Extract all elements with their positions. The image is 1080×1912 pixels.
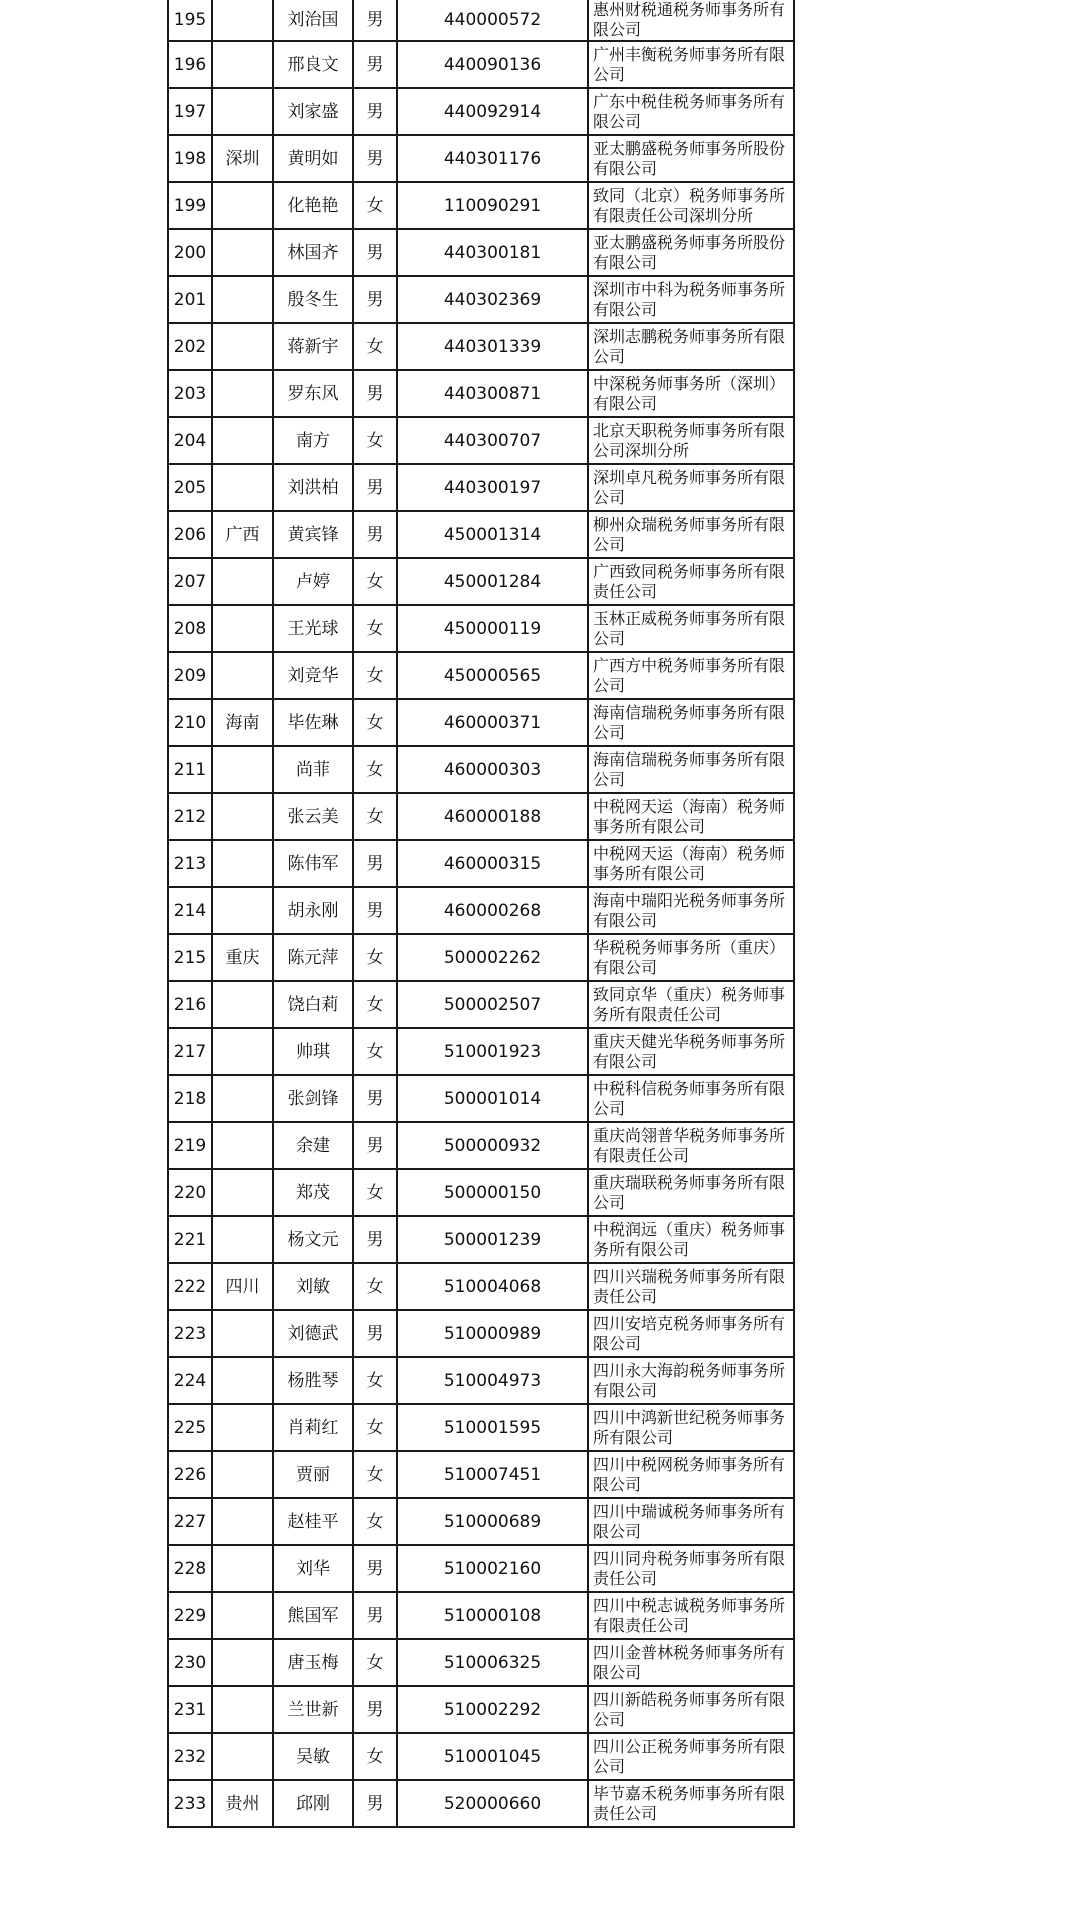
certificate-number-cell: 110090291 (397, 182, 588, 229)
table-row (168, 323, 794, 370)
table-row (168, 699, 794, 746)
table-row (168, 1122, 794, 1169)
table-row (168, 1357, 794, 1404)
firm-name-cell: 四川同舟税务师事务所有限责任公司 (588, 1545, 794, 1592)
table-row (168, 88, 794, 135)
gender-cell: 男 (353, 887, 397, 934)
firm-name-cell: 致同（北京）税务师事务所有限责任公司深圳分所 (588, 182, 794, 229)
certificate-number-cell: 460000188 (397, 793, 588, 840)
gender-cell: 女 (353, 1639, 397, 1686)
region-cell (212, 182, 273, 229)
gender-cell: 女 (353, 1451, 397, 1498)
certificate-number-cell: 440302369 (397, 276, 588, 323)
table-row (168, 1545, 794, 1592)
region-cell (212, 41, 273, 88)
table-row (168, 652, 794, 699)
gender-cell: 男 (353, 1592, 397, 1639)
firm-name-cell: 四川中税志诚税务师事务所有限责任公司 (588, 1592, 794, 1639)
firm-name-cell: 深圳卓凡税务师事务所有限公司 (588, 464, 794, 511)
certificate-number-cell: 440301339 (397, 323, 588, 370)
certificate-number-cell: 510001923 (397, 1028, 588, 1075)
person-name-cell: 卢婷 (273, 558, 353, 605)
table-row (168, 1404, 794, 1451)
table-row (168, 793, 794, 840)
row-number-cell: 214 (168, 887, 212, 934)
person-name-cell: 帅琪 (273, 1028, 353, 1075)
person-name-cell: 余建 (273, 1122, 353, 1169)
gender-cell: 男 (353, 1310, 397, 1357)
table-row (168, 370, 794, 417)
person-name-cell: 张云美 (273, 793, 353, 840)
gender-cell: 女 (353, 934, 397, 981)
firm-name-cell: 四川新皓税务师事务所有限公司 (588, 1686, 794, 1733)
certificate-number-cell: 440000572 (397, 0, 588, 41)
table-row (168, 41, 794, 88)
firm-name-cell: 海南信瑞税务师事务所有限公司 (588, 699, 794, 746)
row-number-cell: 220 (168, 1169, 212, 1216)
person-name-cell: 罗东风 (273, 370, 353, 417)
gender-cell: 男 (353, 41, 397, 88)
table-row (168, 464, 794, 511)
row-number-cell: 224 (168, 1357, 212, 1404)
table-row (168, 0, 794, 41)
row-number-cell: 201 (168, 276, 212, 323)
firm-name-cell: 毕节嘉禾税务师事务所有限责任公司 (588, 1780, 794, 1827)
row-number-cell: 205 (168, 464, 212, 511)
row-number-cell: 195 (168, 0, 212, 41)
firm-name-cell: 四川中瑞诚税务师事务所有限公司 (588, 1498, 794, 1545)
row-number-cell: 199 (168, 182, 212, 229)
gender-cell: 男 (353, 0, 397, 41)
firm-name-cell: 中税润远（重庆）税务师事务所有限公司 (588, 1216, 794, 1263)
person-name-cell: 刘华 (273, 1545, 353, 1592)
firm-name-cell: 中税科信税务师事务所有限公司 (588, 1075, 794, 1122)
table-row (168, 1498, 794, 1545)
row-number-cell: 210 (168, 699, 212, 746)
person-name-cell: 毕佐琳 (273, 699, 353, 746)
region-cell (212, 1122, 273, 1169)
table-row (168, 1075, 794, 1122)
certificate-number-cell: 510004973 (397, 1357, 588, 1404)
firm-name-cell: 玉林正威税务师事务所有限公司 (588, 605, 794, 652)
certificate-number-cell: 520000660 (397, 1780, 588, 1827)
region-cell (212, 1545, 273, 1592)
table-body (168, 0, 794, 1827)
region-cell (212, 1592, 273, 1639)
certificate-number-cell: 450000565 (397, 652, 588, 699)
firm-name-cell: 中税网天运（海南）税务师事务所有限公司 (588, 840, 794, 887)
gender-cell: 男 (353, 840, 397, 887)
row-number-cell: 226 (168, 1451, 212, 1498)
gender-cell: 男 (353, 511, 397, 558)
region-cell (212, 1451, 273, 1498)
region-cell (212, 1498, 273, 1545)
certificate-number-cell: 440090136 (397, 41, 588, 88)
table-row (168, 1310, 794, 1357)
firm-name-cell: 亚太鹏盛税务师事务所股份有限公司 (588, 135, 794, 182)
table-row (168, 1686, 794, 1733)
certificate-number-cell: 460000315 (397, 840, 588, 887)
row-number-cell: 200 (168, 229, 212, 276)
table-row (168, 934, 794, 981)
region-cell (212, 88, 273, 135)
region-cell (212, 1733, 273, 1780)
region-cell (212, 323, 273, 370)
region-cell (212, 1075, 273, 1122)
region-cell (212, 0, 273, 41)
firm-name-cell: 海南信瑞税务师事务所有限公司 (588, 746, 794, 793)
firm-name-cell: 致同京华（重庆）税务师事务所有限责任公司 (588, 981, 794, 1028)
tax-agent-roster-table (167, 0, 795, 1828)
person-name-cell: 兰世新 (273, 1686, 353, 1733)
person-name-cell: 刘家盛 (273, 88, 353, 135)
person-name-cell: 刘洪柏 (273, 464, 353, 511)
row-number-cell: 203 (168, 370, 212, 417)
table-row (168, 1028, 794, 1075)
table-row (168, 887, 794, 934)
certificate-number-cell: 440300181 (397, 229, 588, 276)
firm-name-cell: 中深税务师事务所（深圳）有限公司 (588, 370, 794, 417)
certificate-number-cell: 500001239 (397, 1216, 588, 1263)
row-number-cell: 225 (168, 1404, 212, 1451)
row-number-cell: 218 (168, 1075, 212, 1122)
certificate-number-cell: 450001314 (397, 511, 588, 558)
table-row (168, 1639, 794, 1686)
region-cell (212, 276, 273, 323)
firm-name-cell: 四川兴瑞税务师事务所有限责任公司 (588, 1263, 794, 1310)
person-name-cell: 邱刚 (273, 1780, 353, 1827)
firm-name-cell: 四川公正税务师事务所有限公司 (588, 1733, 794, 1780)
gender-cell: 女 (353, 793, 397, 840)
firm-name-cell: 深圳市中科为税务师事务所有限公司 (588, 276, 794, 323)
gender-cell: 女 (353, 182, 397, 229)
row-number-cell: 202 (168, 323, 212, 370)
person-name-cell: 化艳艳 (273, 182, 353, 229)
person-name-cell: 黄宾锋 (273, 511, 353, 558)
region-cell (212, 1216, 273, 1263)
certificate-number-cell: 510001045 (397, 1733, 588, 1780)
gender-cell: 男 (353, 276, 397, 323)
person-name-cell: 刘竞华 (273, 652, 353, 699)
region-cell (212, 1686, 273, 1733)
person-name-cell: 肖莉红 (273, 1404, 353, 1451)
region-cell (212, 417, 273, 464)
certificate-number-cell: 510006325 (397, 1639, 588, 1686)
certificate-number-cell: 500001014 (397, 1075, 588, 1122)
person-name-cell: 殷冬生 (273, 276, 353, 323)
person-name-cell: 郑茂 (273, 1169, 353, 1216)
region-cell (212, 1639, 273, 1686)
region-cell (212, 558, 273, 605)
row-number-cell: 209 (168, 652, 212, 699)
firm-name-cell: 广州丰衡税务师事务所有限公司 (588, 41, 794, 88)
firm-name-cell: 广西方中税务师事务所有限公司 (588, 652, 794, 699)
region-cell (212, 1404, 273, 1451)
table-row (168, 746, 794, 793)
region-cell: 深圳 (212, 135, 273, 182)
region-cell (212, 746, 273, 793)
region-cell (212, 887, 273, 934)
row-number-cell: 230 (168, 1639, 212, 1686)
person-name-cell: 熊国军 (273, 1592, 353, 1639)
row-number-cell: 215 (168, 934, 212, 981)
gender-cell: 男 (353, 88, 397, 135)
gender-cell: 女 (353, 1733, 397, 1780)
person-name-cell: 饶白莉 (273, 981, 353, 1028)
region-cell (212, 793, 273, 840)
table-row (168, 417, 794, 464)
certificate-number-cell: 510001595 (397, 1404, 588, 1451)
person-name-cell: 陈伟军 (273, 840, 353, 887)
region-cell: 广西 (212, 511, 273, 558)
firm-name-cell: 海南中瑞阳光税务师事务所有限公司 (588, 887, 794, 934)
row-number-cell: 211 (168, 746, 212, 793)
row-number-cell: 204 (168, 417, 212, 464)
region-cell: 四川 (212, 1263, 273, 1310)
firm-name-cell: 重庆天健光华税务师事务所有限公司 (588, 1028, 794, 1075)
row-number-cell: 196 (168, 41, 212, 88)
table-row (168, 276, 794, 323)
certificate-number-cell: 510000989 (397, 1310, 588, 1357)
person-name-cell: 赵桂平 (273, 1498, 353, 1545)
row-number-cell: 228 (168, 1545, 212, 1592)
region-cell: 海南 (212, 699, 273, 746)
row-number-cell: 219 (168, 1122, 212, 1169)
person-name-cell: 胡永刚 (273, 887, 353, 934)
gender-cell: 男 (353, 1075, 397, 1122)
certificate-number-cell: 500000932 (397, 1122, 588, 1169)
gender-cell: 女 (353, 558, 397, 605)
table-row (168, 1169, 794, 1216)
person-name-cell: 邢良文 (273, 41, 353, 88)
firm-name-cell: 亚太鹏盛税务师事务所股份有限公司 (588, 229, 794, 276)
person-name-cell: 贾丽 (273, 1451, 353, 1498)
region-cell (212, 981, 273, 1028)
person-name-cell: 陈元萍 (273, 934, 353, 981)
person-name-cell: 林国齐 (273, 229, 353, 276)
gender-cell: 女 (353, 746, 397, 793)
row-number-cell: 233 (168, 1780, 212, 1827)
gender-cell: 男 (353, 1216, 397, 1263)
region-cell (212, 1357, 273, 1404)
table-row (168, 1780, 794, 1827)
firm-name-cell: 四川中鸿新世纪税务师事务所有限公司 (588, 1404, 794, 1451)
firm-name-cell: 北京天职税务师事务所有限公司深圳分所 (588, 417, 794, 464)
gender-cell: 男 (353, 1545, 397, 1592)
gender-cell: 女 (353, 1263, 397, 1310)
gender-cell: 女 (353, 1357, 397, 1404)
firm-name-cell: 广西致同税务师事务所有限责任公司 (588, 558, 794, 605)
person-name-cell: 刘治国 (273, 0, 353, 41)
region-cell (212, 1169, 273, 1216)
certificate-number-cell: 440300197 (397, 464, 588, 511)
region-cell (212, 229, 273, 276)
person-name-cell: 张剑锋 (273, 1075, 353, 1122)
gender-cell: 女 (353, 652, 397, 699)
region-cell: 贵州 (212, 1780, 273, 1827)
region-cell (212, 840, 273, 887)
table-row (168, 135, 794, 182)
gender-cell: 女 (353, 1169, 397, 1216)
row-number-cell: 231 (168, 1686, 212, 1733)
person-name-cell: 蒋新宇 (273, 323, 353, 370)
certificate-number-cell: 460000371 (397, 699, 588, 746)
table-row (168, 1592, 794, 1639)
firm-name-cell: 重庆尚翎普华税务师事务所有限责任公司 (588, 1122, 794, 1169)
row-number-cell: 206 (168, 511, 212, 558)
region-cell (212, 1028, 273, 1075)
certificate-number-cell: 510007451 (397, 1451, 588, 1498)
table-row (168, 1451, 794, 1498)
person-name-cell: 刘德武 (273, 1310, 353, 1357)
certificate-number-cell: 460000268 (397, 887, 588, 934)
table-row (168, 840, 794, 887)
firm-name-cell: 中税网天运（海南）税务师事务所有限公司 (588, 793, 794, 840)
firm-name-cell: 四川安培克税务师事务所有限公司 (588, 1310, 794, 1357)
certificate-number-cell: 510000108 (397, 1592, 588, 1639)
certificate-number-cell: 500000150 (397, 1169, 588, 1216)
row-number-cell: 221 (168, 1216, 212, 1263)
certificate-number-cell: 510000689 (397, 1498, 588, 1545)
gender-cell: 女 (353, 1498, 397, 1545)
gender-cell: 男 (353, 464, 397, 511)
row-number-cell: 197 (168, 88, 212, 135)
person-name-cell: 杨文元 (273, 1216, 353, 1263)
row-number-cell: 213 (168, 840, 212, 887)
firm-name-cell: 深圳志鹏税务师事务所有限公司 (588, 323, 794, 370)
table-row (168, 1263, 794, 1310)
table-row (168, 1733, 794, 1780)
firm-name-cell: 四川永大海韵税务师事务所有限公司 (588, 1357, 794, 1404)
gender-cell: 男 (353, 1780, 397, 1827)
table-row (168, 981, 794, 1028)
certificate-number-cell: 510002292 (397, 1686, 588, 1733)
firm-name-cell: 华税税务师事务所（重庆）有限公司 (588, 934, 794, 981)
row-number-cell: 208 (168, 605, 212, 652)
region-cell (212, 605, 273, 652)
gender-cell: 男 (353, 370, 397, 417)
certificate-number-cell: 500002262 (397, 934, 588, 981)
firm-name-cell: 广东中税佳税务师事务所有限公司 (588, 88, 794, 135)
certificate-number-cell: 510004068 (397, 1263, 588, 1310)
person-name-cell: 王光球 (273, 605, 353, 652)
row-number-cell: 207 (168, 558, 212, 605)
person-name-cell: 黄明如 (273, 135, 353, 182)
gender-cell: 男 (353, 1122, 397, 1169)
table-row (168, 558, 794, 605)
gender-cell: 女 (353, 1028, 397, 1075)
gender-cell: 男 (353, 135, 397, 182)
row-number-cell: 212 (168, 793, 212, 840)
person-name-cell: 吴敏 (273, 1733, 353, 1780)
certificate-number-cell: 500002507 (397, 981, 588, 1028)
row-number-cell: 217 (168, 1028, 212, 1075)
table-row (168, 605, 794, 652)
region-cell: 重庆 (212, 934, 273, 981)
firm-name-cell: 重庆瑞联税务师事务所有限公司 (588, 1169, 794, 1216)
person-name-cell: 刘敏 (273, 1263, 353, 1310)
gender-cell: 女 (353, 699, 397, 746)
certificate-number-cell: 460000303 (397, 746, 588, 793)
person-name-cell: 唐玉梅 (273, 1639, 353, 1686)
table-row (168, 229, 794, 276)
gender-cell: 女 (353, 605, 397, 652)
certificate-number-cell: 450001284 (397, 558, 588, 605)
certificate-number-cell: 440300871 (397, 370, 588, 417)
person-name-cell: 杨胜琴 (273, 1357, 353, 1404)
certificate-number-cell: 510002160 (397, 1545, 588, 1592)
certificate-number-cell: 440300707 (397, 417, 588, 464)
person-name-cell: 南方 (273, 417, 353, 464)
table-row (168, 1216, 794, 1263)
region-cell (212, 1310, 273, 1357)
gender-cell: 男 (353, 229, 397, 276)
firm-name-cell: 四川中税网税务师事务所有限公司 (588, 1451, 794, 1498)
gender-cell: 女 (353, 417, 397, 464)
gender-cell: 女 (353, 1404, 397, 1451)
gender-cell: 女 (353, 981, 397, 1028)
region-cell (212, 652, 273, 699)
table-row (168, 182, 794, 229)
row-number-cell: 216 (168, 981, 212, 1028)
gender-cell: 女 (353, 323, 397, 370)
row-number-cell: 229 (168, 1592, 212, 1639)
person-name-cell: 尚菲 (273, 746, 353, 793)
gender-cell: 男 (353, 1686, 397, 1733)
firm-name-cell: 柳州众瑞税务师事务所有限公司 (588, 511, 794, 558)
row-number-cell: 198 (168, 135, 212, 182)
row-number-cell: 222 (168, 1263, 212, 1310)
region-cell (212, 370, 273, 417)
certificate-number-cell: 440301176 (397, 135, 588, 182)
region-cell (212, 464, 273, 511)
table-row (168, 511, 794, 558)
firm-name-cell: 四川金普林税务师事务所有限公司 (588, 1639, 794, 1686)
row-number-cell: 223 (168, 1310, 212, 1357)
row-number-cell: 232 (168, 1733, 212, 1780)
row-number-cell: 227 (168, 1498, 212, 1545)
certificate-number-cell: 450000119 (397, 605, 588, 652)
firm-name-cell: 惠州财税通税务师事务所有限公司 (588, 0, 794, 41)
certificate-number-cell: 440092914 (397, 88, 588, 135)
